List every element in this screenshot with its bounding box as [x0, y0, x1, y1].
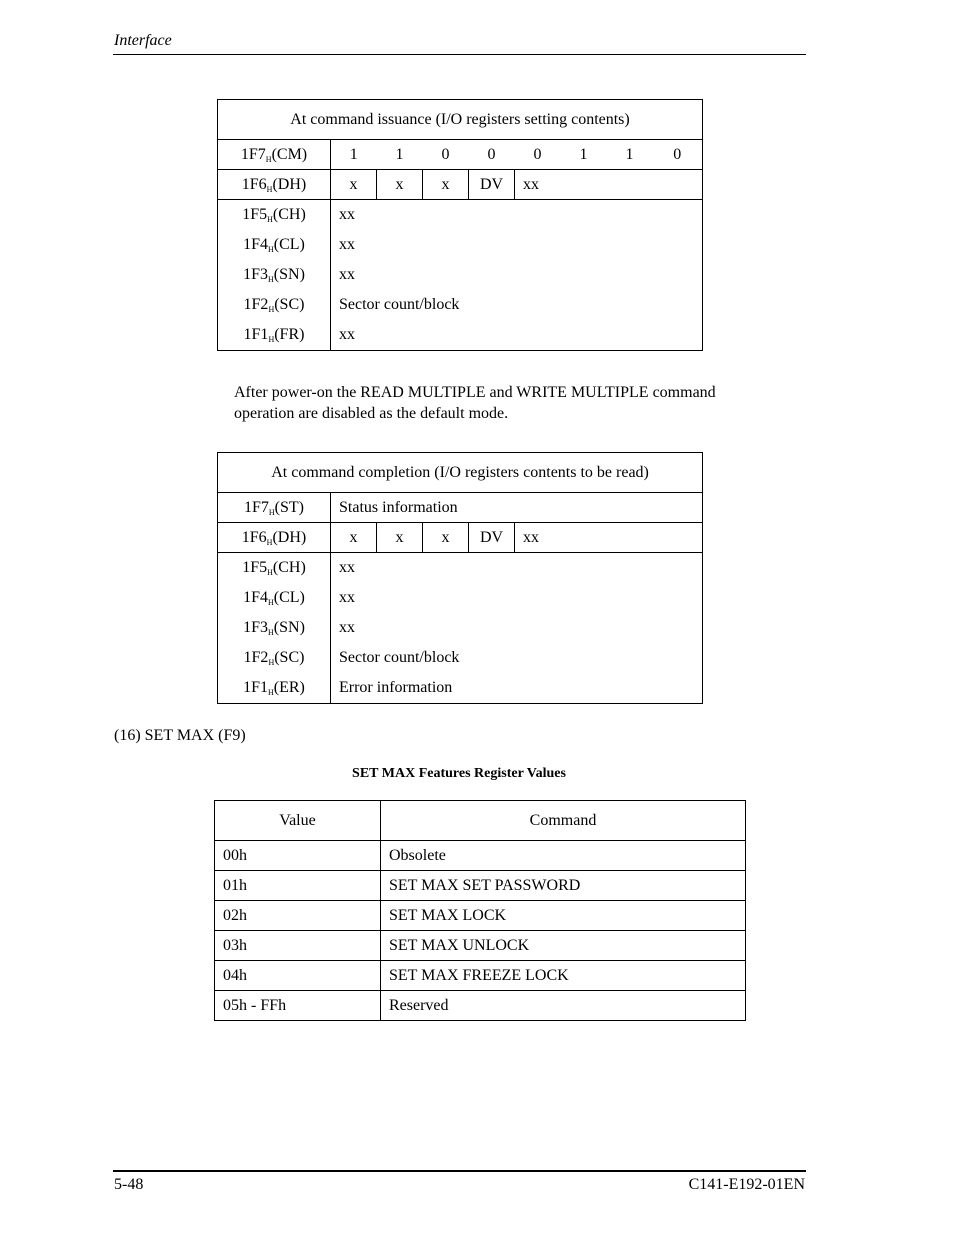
- bit-7: x: [331, 170, 377, 200]
- table-row: [215, 991, 746, 1021]
- value-cell: 05h - FFh: [215, 991, 381, 1021]
- bit-4: DV: [469, 523, 515, 553]
- completion-register-table: [217, 452, 703, 704]
- bit-6: x: [377, 170, 423, 200]
- register-label-sn: $1F3_H(SN)$: [218, 613, 331, 643]
- register-label-dh: $1F6_H(DH)$: [218, 523, 331, 553]
- features-register-table: [214, 800, 746, 1021]
- value-cell: 03h: [215, 931, 381, 961]
- table-title: At command completion (I/O registers contents to be read): [218, 453, 703, 493]
- table-row: [215, 871, 746, 901]
- register-label-cl: $1F4_H(CL)$: [218, 583, 331, 613]
- table-row: [215, 931, 746, 961]
- register-label-ch: $1F5_H(CH)$: [218, 200, 331, 231]
- table-title: At command issuance (I/O registers setting contents): [218, 100, 703, 140]
- register-value: xx: [331, 260, 703, 290]
- value-cell: 00h: [215, 841, 381, 871]
- value-cell: 02h: [215, 901, 381, 931]
- bit-7: x: [331, 523, 377, 553]
- register-value: xx: [331, 553, 703, 584]
- running-header: Interface: [114, 32, 172, 49]
- table-caption: SET MAX Features Register Values: [352, 766, 566, 781]
- register-value: Status information: [331, 493, 703, 523]
- table-row: [215, 961, 746, 991]
- bit-0: 0: [653, 140, 703, 170]
- bit-1: 1: [607, 140, 653, 170]
- table-row: [215, 901, 746, 931]
- register-value: Sector count/block: [331, 290, 703, 320]
- page-number: 5-48: [114, 1176, 144, 1193]
- paragraph-line: After power-on the READ MULTIPLE and WRITE MULTIPLE command: [234, 384, 716, 401]
- command-cell: SET MAX UNLOCK: [381, 931, 746, 961]
- bit-5: x: [423, 523, 469, 553]
- bit-6: 1: [377, 140, 423, 170]
- bit-5: x: [423, 170, 469, 200]
- command-cell: Reserved: [381, 991, 746, 1021]
- bits-rest: xx: [515, 170, 703, 200]
- command-cell: Obsolete: [381, 841, 746, 871]
- register-label-sc: $1F2_H(SC)$: [218, 643, 331, 673]
- bits-rest: xx: [515, 523, 703, 553]
- bit-2: 1: [561, 140, 607, 170]
- register-value: xx: [331, 320, 703, 351]
- body-paragraph: [234, 382, 794, 424]
- issuance-register-table: [217, 99, 703, 351]
- header-rule: [113, 54, 806, 55]
- bit-6: x: [377, 523, 423, 553]
- footer-rule: [113, 1170, 806, 1172]
- table-row: [215, 841, 746, 871]
- bit-4: 0: [469, 140, 515, 170]
- bit-7: 1: [331, 140, 377, 170]
- register-label-fr: $1F1_H(FR)$: [218, 320, 331, 351]
- paragraph-line: operation are disabled as the default mode.: [234, 405, 509, 422]
- document-id: C141-E192-01EN: [688, 1176, 805, 1193]
- register-label-cl: $1F4_H(CL)$: [218, 230, 331, 260]
- register-label-st: $1F7_H(ST)$: [218, 493, 331, 523]
- register-value: xx: [331, 613, 703, 643]
- register-label-ch: $1F5_H(CH)$: [218, 553, 331, 584]
- column-header-value: Value: [215, 801, 381, 841]
- value-cell: 04h: [215, 961, 381, 991]
- register-label-dh: $1F6_H(DH)$: [218, 170, 331, 200]
- register-label-sc: $1F2_H(SC)$: [218, 290, 331, 320]
- command-cell: SET MAX LOCK: [381, 901, 746, 931]
- section-heading: (16) SET MAX (F9): [114, 727, 246, 744]
- register-value: xx: [331, 583, 703, 613]
- value-cell: 01h: [215, 871, 381, 901]
- command-cell: SET MAX SET PASSWORD: [381, 871, 746, 901]
- register-label-cm: $1F7_H(CM)$: [218, 140, 331, 170]
- register-label-er: $1F1_H(ER)$: [218, 673, 331, 704]
- bit-5: 0: [423, 140, 469, 170]
- column-header-command: Command: [381, 801, 746, 841]
- bit-4: DV: [469, 170, 515, 200]
- command-cell: SET MAX FREEZE LOCK: [381, 961, 746, 991]
- register-value: xx: [331, 230, 703, 260]
- register-label-sn: $1F3_H(SN)$: [218, 260, 331, 290]
- register-value: Sector count/block: [331, 643, 703, 673]
- register-value: Error information: [331, 673, 703, 704]
- bit-3: 0: [515, 140, 561, 170]
- register-value: xx: [331, 200, 703, 231]
